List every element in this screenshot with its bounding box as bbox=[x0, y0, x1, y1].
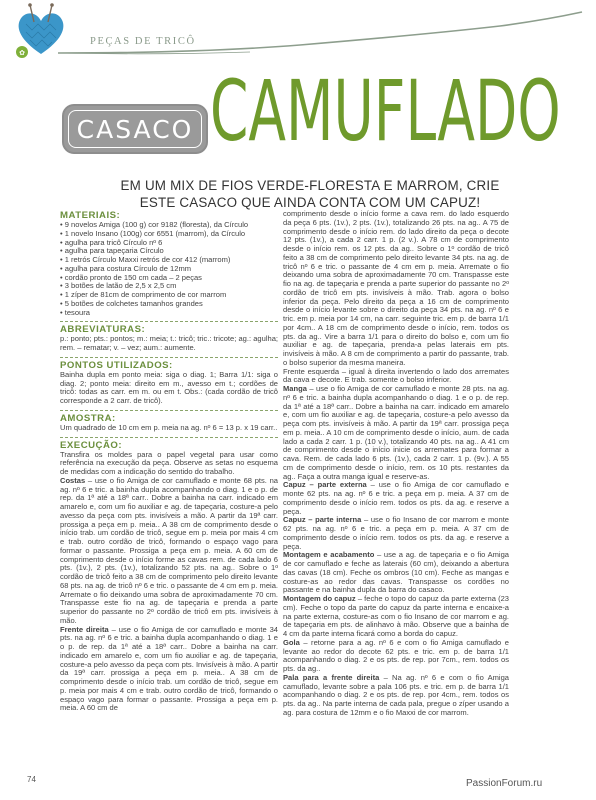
list-item: • 1 novelo Insano (100g) cor 6551 (marrom), da Círculo bbox=[60, 230, 278, 239]
montagem-capuz-text: – feche o topo do capuz da parte externa (23 cm). Feche o topo da parte do capuz da parte interna e encaixe-a na parte externa, costure-as com o fio Insano de cor marrom e ag. de tapeçaria em pts. de alinhavo à mão. Observe que a bainha de 4 cm da parte interna ficará como a borda do capuz. bbox=[283, 594, 509, 638]
divider bbox=[60, 321, 278, 322]
abbreviations-text: p.: ponto; pts.: pontos; m.: meia; t.: tricô; tric.: tricote; ag.: agulha; rem. – rematar; v. – vez; aum.: aumente. bbox=[60, 334, 278, 352]
list-item: • 3 botões de latão de 2,5 x 2,5 cm bbox=[60, 282, 278, 291]
page-number: 74 bbox=[27, 775, 36, 784]
capuz-interna-title: Capuz – parte interna bbox=[283, 515, 362, 525]
divider bbox=[60, 410, 278, 411]
yarn-heart-icon bbox=[12, 2, 70, 64]
costas-title: Costas bbox=[60, 475, 86, 485]
costas-paragraph bbox=[60, 477, 278, 626]
list-item: • 1 retrós Círculo Maxxi retrós de cor 412 (marrom) bbox=[60, 256, 278, 265]
sample-text: Um quadrado de 10 cm em p. meia na ag. nº 6 = 13 p. x 19 carr.. bbox=[60, 422, 278, 432]
right-paragraph-1: comprimento desde o início forme a cava rem. do lado esquerdo da peça 6 pts. (1v.), 2 pts. (1v.), totalizando 26 pts. na ag.. A 75 de comprimento desde o início rem. do lado direito da peça o decote 12 pts. (1v.), a cada 2 carr. 1 p. (2 v.). A 78 cm de comprimento desde o início rem. os 12 pts. da ag.. Sobre o 1º cordão de tricô feito a 38 cm de comprimento pelo direito levante 34 pts. na ag. de tricô nº 6 e tric. o passante de 4 cm em p. meia. Arremate o fio deixando uma sobra de aproximadamente 70 cm. Transpasse este fio na ag. de tapeçaria e prenda a parte superior do passante no 2º cordão de tricô em pts. invisíveis à mão. Trab. agora o bolso inferior da peça. Pelo direito da peça a 16 cm de comprimento desde o início levante sobre o direito da peça 34 pts. na ag. nº 6 e tric. em p. meia por 14 cm, na carr. seguinte tric. em p. de barra 1/1 por 4cm.. A 18 cm de comprimento desde o início, rem. todos os pts. da ag.. Vire a barra 1/1 para o direito do bolso e, com um fio auxiliar e ag. de tapeçaria, prenda-a pelas laterais em pts. invisíveis à mão. A 8 cm de comprimento a partir do passante, trab. o bolso superior da mesma maneira. bbox=[283, 209, 509, 367]
right-column bbox=[283, 210, 509, 718]
left-column bbox=[60, 210, 278, 717]
stitches-heading: PONTOS UTILIZADOS: bbox=[60, 359, 173, 371]
pala-title: Pala para a frente direita bbox=[283, 672, 380, 682]
section-label: PEÇAS DE TRICÔ bbox=[90, 36, 196, 47]
abbreviations-section bbox=[60, 324, 278, 353]
montagem-text: – use a ag. de tapeçaria e o fio Amiga de cor camuflado e feche as laterais (60 cm), deixando a abertura das cavas (18 cm). Feche os ombros (10 cm). Feche as mangas e costure-as ao redor das cavas. Transpasse os cordões no passante e na bainha dupla da barra do casaco. bbox=[283, 550, 509, 595]
frente-text: – use o fio Amiga de cor camuflado e monte 34 pts. na ag. nº 6 e tric. a bainha dupla acompanhando o diag. 1 e o p. de rep. da 1ª até a 18ª carr.. Dobre a bainha na carr. indicado em amarelo e, com um fio auxiliar e ag. de tapeçaria, costure-a pelo avesso da peça com pts. Invisíveis à mão. A partir da 19ª carr. prossiga a peça em p. meia.. A 38 cm de comprimento desde o início trab. um cordão de tricô, segue em p. meia por mais 4 cm e trab. outro cordão de tricô, formando o espaço vago para formar o passante. Prossiga a peça em p. meia. A 60 cm de bbox=[60, 624, 278, 713]
watermark: PassionForum.ru bbox=[466, 778, 543, 789]
manga-text: – use o fio Amiga de cor camuflado e monte 28 pts. na ag. nº 6 e tric. a bainha dupla acompanhando o diag. 1 e o p. de rep. da 1ª até a 18ª carr.. Dobre a bainha na carr. indicado em amarelo e, com um fio auxiliar e ag. de tapeçaria, costure-a pelo avesso da peça com pts. invisíveis à mão. A partir da 19ª carr. prossiga peça em p. meia.. A 10 cm de comprimento desde o início, aum. de cada lado a cada 2 carr. 1 p. (10 v.), totalizando 40 pts. na ag.. A 41 cm de comprimento desde o início inicie os arremates para formar a cava. Rem. de cada lado 6 pts. (1v.), cada 2 carr. 1 p. (9v.). A 55 cm de comprimento desde o início, rem. os 10 pts. restantes da ag.. Faça a outra manga igual e reserve-as. bbox=[283, 384, 509, 481]
list-item: • agulha para tapeçaria Círculo bbox=[60, 247, 278, 256]
materials-list bbox=[60, 221, 278, 317]
title-tag-box bbox=[62, 104, 208, 154]
costas-text: – use o fio Amiga de cor camuflado e monte 68 pts. na ag. nº 6 e tric. a bainha dupla acompanhando o diag. 1 e o p. de rep. da 1ª até a 18ª carr.. Dobre a bainha na carr. indicado em amarelo e, com um fio auxiliar e ag. de tapeçaria, costure-a pelo avesso da peça com pts. invisíveis a mão. A partir da 19ª carr. prossiga a peça em p. meia.. A 38 cm de comprimento desde o início trab. um cordão de tricô, segue em p. meia por mais 4 cm e trab. outro cordão de tricô, formando o espaço vago para formar o passante. Prossiga a peça em p. meia. A 60 cm de comprimento desde o início forme as cavas rem. de cada lado 6 pts. (1v.), 2 pts. (1v.), totalizando 52 pts. na ag.. Sobre o 1º cordão de tricô feito a 38 cm de comprimento pelo direito levante 68 pts. na ag. de tricô nº 6 e tric. o passante de 4 cm em p. meia. Arremate o fio deixando uma sobra de aproximadamente 70 cm. Transpasse este fio na ag. de tapeçaria e prenda a parte superior do passante no 2º cordão de tricô em pts. invisíveis à mão. bbox=[60, 475, 278, 625]
capuz-externa-title: Capuz – parte externa bbox=[283, 480, 367, 490]
montagem-title: Montagem e acabamento bbox=[283, 550, 375, 560]
list-item: • 1 zíper de 81cm de comprimento de cor marrom bbox=[60, 291, 278, 300]
capuz-interna-text: – use o fio Insano de cor marrom e monte 62 pts. na ag. nº 6 e tric. a peça em p. meia. A 37 cm de comprimento desde o início rem. todos os pts. da ag. e reserve a peça. bbox=[283, 515, 509, 551]
execution-heading: EXECUÇÃO: bbox=[60, 439, 123, 451]
subtitle bbox=[95, 177, 525, 211]
stitches-text: Bainha dupla em ponto meia: siga o diag. 1; Barra 1/1: siga o diag. 2; ponto meia: direito em m., avesso em t.; cordões de tricô: todas as carr. em m. ou em t. Obs.: (cada cordão de tricô corresponde a 2 carr. de tricô). bbox=[60, 369, 278, 405]
gola-paragraph bbox=[283, 639, 509, 674]
montagem-capuz-title: Montagem do capuz bbox=[283, 594, 356, 603]
list-item: • 9 novelos Amiga (100 g) cor 9182 (floresta), da Círculo bbox=[60, 221, 278, 230]
title-tag-text: CASACO bbox=[68, 110, 202, 148]
right-paragraph-2: Frente esquerda – igual à direita invertendo o lado dos arremates da cava e decote. E trab. somente o bolso inferior. bbox=[283, 366, 509, 385]
materials-heading: MATERIAIS: bbox=[60, 210, 121, 221]
execution-section bbox=[60, 440, 278, 714]
header-decoration bbox=[0, 0, 596, 62]
pala-paragraph bbox=[283, 674, 509, 718]
capuz-externa-paragraph bbox=[283, 481, 509, 516]
gola-title: Gola bbox=[283, 637, 300, 647]
execution-intro: Transfira os moldes para o papel vegetal para usar como referência na execução da peça. Observe as setas no esquema de medidas com a indicação do sentido do trabalho. bbox=[60, 449, 278, 476]
sample-section bbox=[60, 413, 278, 433]
list-item: • cordão pronto de 150 cm cada – 2 peças bbox=[60, 274, 278, 283]
subtitle-line-1: EM UM MIX DE FIOS VERDE-FLORESTA E MARROM, CRIE bbox=[120, 178, 500, 193]
capuz-interna-paragraph bbox=[283, 516, 509, 551]
frente-title: Frente direita bbox=[60, 624, 109, 634]
list-item: • agulha para tricô Círculo nº 6 bbox=[60, 239, 278, 248]
pala-text: – Na ag. nº 6 e com o fio Amiga camuflado, levante sobre a pala 106 pts. e tric. em p. de barra 1/1 acompanhando o diag. 2 e os pts. de rep. por 4cm., rem. todos os pts. da ag.. Na parte interna de cada pala, pregue o zíper usando a ag. para costura de 12mm e o fio Maxxi de cor marrom. bbox=[283, 672, 509, 717]
list-item: • 5 botões de colchetes tamanhos grandes bbox=[60, 300, 278, 309]
frente-paragraph bbox=[60, 626, 278, 714]
sample-heading: AMOSTRA: bbox=[60, 412, 116, 424]
page-title: CAMUFLADO bbox=[210, 62, 561, 160]
list-item: • tesoura bbox=[60, 309, 278, 318]
montagem-paragraph bbox=[283, 551, 509, 595]
list-item: • agulha para costura Círculo de 12mm bbox=[60, 265, 278, 274]
montagem-capuz-paragraph bbox=[283, 595, 509, 639]
subtitle-line-2: ESTE CASACO QUE AINDA CONTA COM UM CAPUZ! bbox=[139, 195, 481, 210]
stitches-section bbox=[60, 360, 278, 406]
manga-title: Manga bbox=[283, 384, 307, 393]
divider bbox=[60, 437, 278, 438]
divider bbox=[60, 357, 278, 358]
capuz-externa-text: – use o fio Amiga de cor camuflado e monte 62 pts. na ag. nº 6 e tric. a peça em p. meia. A 37 cm de comprimento desde o início rem. todos os pts. da ag. e reserve a peça. bbox=[283, 480, 510, 516]
abbreviations-heading: ABREVIATURAS: bbox=[60, 324, 146, 336]
gola-text: – retorne para a ag. nº 6 e com o fio Amiga camuflado e levante ao redor do decote 62 pts. e tric. em p. de barra 1/1 acompanhando o diag. 2 e os pts. de rep. por 7cm., rem. todos os pts. da ag.. bbox=[283, 637, 509, 673]
svg-text:✿: ✿ bbox=[19, 50, 25, 57]
manga-paragraph bbox=[283, 385, 509, 481]
materials-section bbox=[60, 210, 278, 317]
